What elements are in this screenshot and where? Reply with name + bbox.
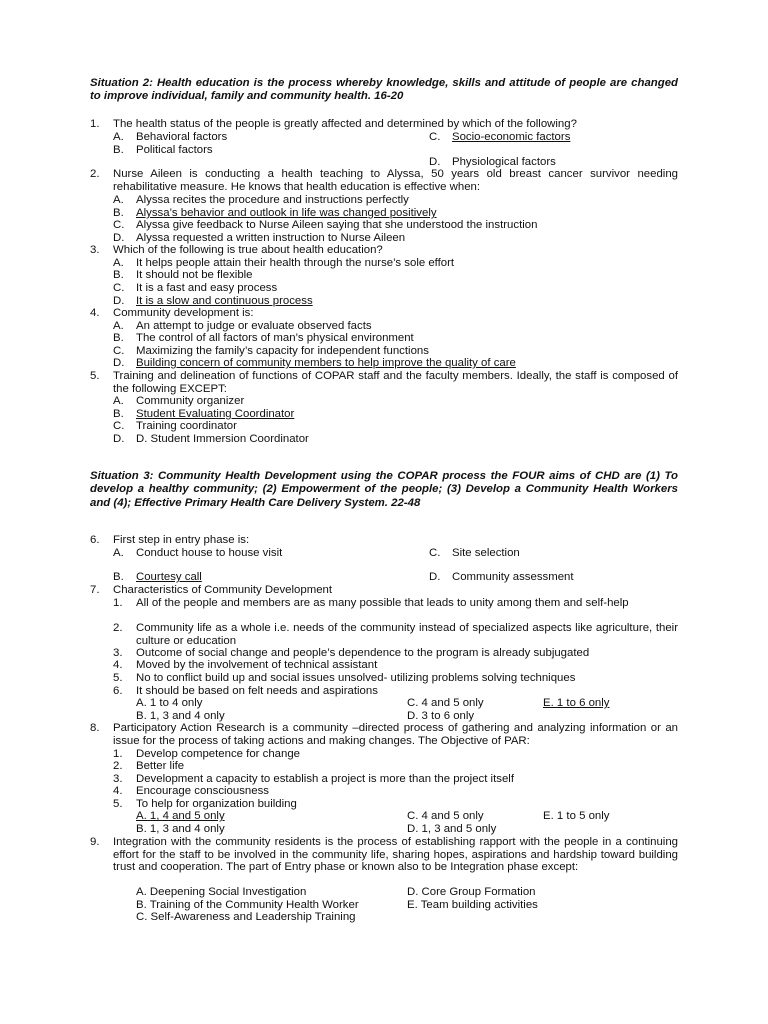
question-5-number: 5. (90, 370, 100, 382)
q7-choice-d: D. 3 to 6 only (407, 710, 475, 722)
q7-item-4-number: 4. (113, 659, 123, 671)
q8-item-4: Encourage consciousness (136, 785, 269, 797)
q6-option-a: Conduct house to house visit (136, 547, 283, 559)
q5-option-a: Community organizer (136, 395, 245, 407)
q6-option-d: Community assessment (452, 571, 574, 583)
q7-item-5: No to conflict build up and social issues unsolved- utilizing problems solving techniques (136, 672, 576, 684)
question-6-stem: First step in entry phase is: (113, 534, 250, 546)
q2-option-c: Alyssa give feedback to Nurse Aileen saying that she understood the instruction (136, 219, 538, 231)
q1-option-d-letter: D. (429, 156, 441, 168)
question-2-stem: Nurse Aileen is conducting a health teaching to Alyssa, 50 years old breast cancer survivor needing rehabilitative measure. He knows that health education is effective when: (113, 168, 678, 193)
q6-option-c-letter: C. (429, 547, 441, 559)
question-8-stem: Participatory Action Research is a community –directed process of gathering and analyzing information or an issue for the process of taking actions and making changes. The Objective of PAR: (113, 722, 678, 747)
q2-option-d: Alyssa requested a written instruction to Nurse Aileen (136, 232, 406, 244)
q3-option-c: It is a fast and easy process (136, 282, 278, 294)
q7-item-6-number: 6. (113, 685, 123, 697)
q5-option-c-letter: C. (113, 420, 125, 432)
q6-option-d-letter: D. (429, 571, 441, 583)
question-2-number: 2. (90, 168, 100, 180)
q7-item-2: Community life as a whole i.e. needs of the community instead of specialized aspects like agriculture, their culture or education (136, 622, 678, 647)
q1-option-d: Physiological factors (452, 156, 556, 168)
q6-option-b-letter: B. (113, 571, 124, 583)
q9-choice-c: C. Self-Awareness and Leadership Training (136, 911, 356, 923)
q4-option-d-letter: D. (113, 357, 125, 369)
question-4-number: 4. (90, 307, 100, 319)
q7-item-3-number: 3. (113, 647, 123, 659)
question-3-number: 3. (90, 244, 100, 256)
q3-option-c-letter: C. (113, 282, 125, 294)
q7-item-4: Moved by the involvement of technical assistant (136, 659, 378, 671)
q6-option-b-answer: Courtesy call (136, 571, 202, 583)
q3-option-d-letter: D. (113, 295, 125, 307)
q5-option-a-letter: A. (113, 395, 124, 407)
q7-choice-a: A. 1 to 4 only (136, 697, 203, 709)
q9-choice-b: B. Training of the Community Health Worker (136, 899, 359, 911)
q7-choice-b: B. 1, 3 and 4 only (136, 710, 225, 722)
q8-item-1-number: 1. (113, 748, 123, 760)
question-9-number: 9. (90, 836, 100, 848)
q3-option-a-letter: A. (113, 257, 124, 269)
q2-option-a: Alyssa recites the procedure and instructions perfectly (136, 194, 409, 206)
q5-option-b-letter: B. (113, 408, 124, 420)
q1-option-a-letter: A. (113, 131, 124, 143)
situation-3-heading: Situation 3: Community Health Development using the COPAR process the FOUR aims of CHD are (1) To develop a healthy community; (2) Empowerment of the people; (3) Develop a Community Health Workers and (4); Effective Primary Health Care Delivery System. 22-48 (90, 470, 678, 509)
q7-item-5-number: 5. (113, 672, 123, 684)
q8-item-3-number: 3. (113, 773, 123, 785)
q3-option-b: It should not be flexible (136, 269, 253, 281)
q5-option-c: Training coordinator (136, 420, 237, 432)
q4-option-c-letter: C. (113, 345, 125, 357)
q9-choice-e: E. Team building activities (407, 899, 538, 911)
q8-choice-a-answer: A. 1, 4 and 5 only (136, 810, 225, 822)
situation-2-heading: Situation 2: Health education is the process whereby knowledge, skills and attitude of people are changed to improve individual, family and community health. 16-20 (90, 77, 678, 103)
question-5-stem: Training and delineation of functions of COPAR staff and the faculty members. Ideally, the staff is composed of the following EXCEPT: (113, 370, 678, 395)
q8-item-2: Better life (136, 760, 185, 772)
q7-item-6: It should be based on felt needs and aspirations (136, 685, 378, 697)
q2-option-b-answer: Alyssa’s behavior and outlook in life was changed positively (136, 207, 437, 219)
question-9-stem: Integration with the community residents is the process of establishing rapport with the people in a continuing effort for the staff to be involved in the community life, sharing hopes, aspirations and hardship toward building trust and cooperation. The part of Entry phase or known also to be Integration phase except: (113, 836, 678, 874)
q8-item-4-number: 4. (113, 785, 123, 797)
q2-option-a-letter: A. (113, 194, 124, 206)
q7-item-1: All of the people and members are as many possible that leads to unity among them and self-help (136, 597, 629, 609)
q8-item-3: Development a capacity to establish a project is more than the project itself (136, 773, 514, 785)
q6-option-a-letter: A. (113, 547, 124, 559)
q2-option-d-letter: D. (113, 232, 125, 244)
q2-option-b-letter: B. (113, 207, 124, 219)
question-1-number: 1. (90, 118, 100, 130)
q4-option-d-answer: Building concern of community members to help improve the quality of care (136, 357, 516, 369)
q1-option-c-answer: Socio-economic factors (452, 131, 571, 143)
question-8-number: 8. (90, 722, 100, 734)
q3-option-a: It helps people attain their health through the nurse’s sole effort (136, 257, 455, 269)
question-7-number: 7. (90, 584, 100, 596)
question-4-stem: Community development is: (113, 307, 254, 319)
q3-option-b-letter: B. (113, 269, 124, 281)
q3-option-d-answer: It is a slow and continuous process (136, 295, 313, 307)
q5-option-b-answer: Student Evaluating Coordinator (136, 408, 295, 420)
q8-choice-e: E. 1 to 5 only (543, 810, 610, 822)
q9-choice-a: A. Deepening Social Investigation (136, 886, 307, 898)
q1-option-c-letter: C. (429, 131, 441, 143)
q7-item-1-number: 1. (113, 597, 123, 609)
q9-choice-d: D. Core Group Formation (407, 886, 536, 898)
q8-choice-c: C. 4 and 5 only (407, 810, 484, 822)
question-7-stem: Characteristics of Community Development (113, 584, 333, 596)
q1-option-b-letter: B. (113, 144, 124, 156)
q4-option-c: Maximizing the family’s capacity for independent functions (136, 345, 429, 357)
question-3-stem: Which of the following is true about health education? (113, 244, 383, 256)
q8-item-2-number: 2. (113, 760, 123, 772)
q7-item-3: Outcome of social change and people’s dependence to the program is already subjugated (136, 647, 590, 659)
q1-option-b: Political factors (136, 144, 213, 156)
q7-choice-c: C. 4 and 5 only (407, 697, 484, 709)
q4-option-a-letter: A. (113, 320, 124, 332)
q4-option-a: An attempt to judge or evaluate observed facts (136, 320, 372, 332)
q7-item-2-number: 2. (113, 622, 123, 634)
q5-option-d: D. Student Immersion Coordinator (136, 433, 309, 445)
q1-option-a: Behavioral factors (136, 131, 228, 143)
q7-choice-e-answer: E. 1 to 6 only (543, 697, 610, 709)
q8-choice-d: D. 1, 3 and 5 only (407, 823, 497, 835)
q6-option-c: Site selection (452, 547, 520, 559)
q4-option-b-letter: B. (113, 332, 124, 344)
q4-option-b: The control of all factors of man’s physical environment (136, 332, 414, 344)
q2-option-c-letter: C. (113, 219, 125, 231)
q8-item-1: Develop competence for change (136, 748, 301, 760)
question-1-stem: The health status of the people is greatly affected and determined by which of the following? (113, 118, 577, 130)
q5-option-d-letter: D. (113, 433, 125, 445)
q8-item-5-number: 5. (113, 798, 123, 810)
q8-choice-b: B. 1, 3 and 4 only (136, 823, 225, 835)
q8-item-5: To help for organization building (136, 798, 297, 810)
question-6-number: 6. (90, 534, 100, 546)
